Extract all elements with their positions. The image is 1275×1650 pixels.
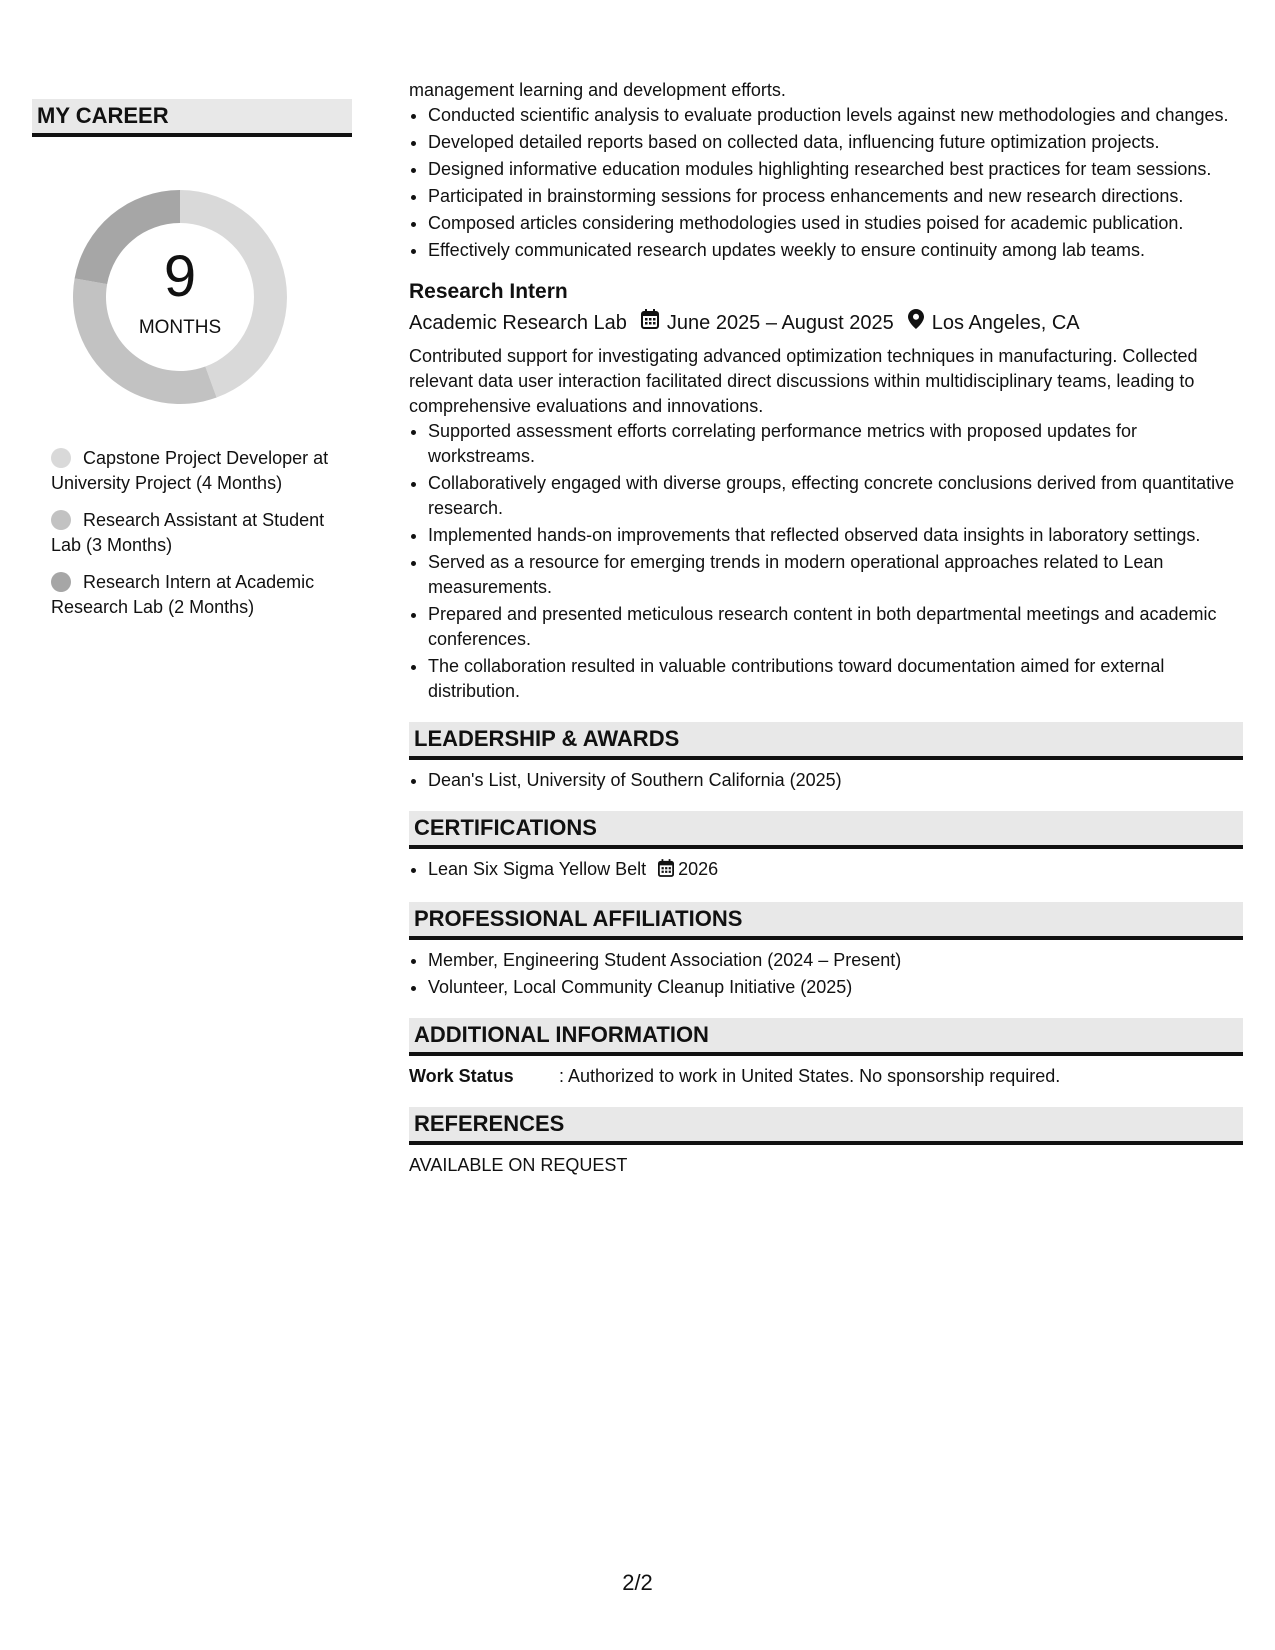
bullet-item: • Collaboratively engaged with diverse groups, effecting concrete conclusions derived from quantitative research. [428, 471, 1243, 521]
work-status-label: Work Status [409, 1066, 514, 1086]
additional-info-section [409, 1018, 1243, 1089]
career-donut-chart [65, 182, 295, 412]
legend-label: Capstone Project Developer at University Project (4 Months) [51, 448, 329, 493]
bullet-item: • Designed informative education modules highlighting researched best practices for team sessions. [428, 157, 1243, 182]
section-header: CERTIFICATIONS [409, 811, 1243, 849]
legend-item [51, 570, 341, 620]
career-header: MY CAREER [32, 99, 352, 137]
references-text: AVAILABLE ON REQUEST [409, 1155, 628, 1175]
career-sidebar [32, 99, 352, 632]
job-company: Academic Research Lab [409, 312, 627, 334]
references-section [409, 1107, 1243, 1178]
work-status-value: : Authorized to work in United States. No sponsorship required. [559, 1066, 1061, 1086]
job-bullets [409, 419, 1243, 704]
career-total-unit: MONTHS [138, 317, 222, 338]
previous-job-continuation: management learning and development efforts. [409, 80, 786, 100]
bullet-item: • Implemented hands-on improvements that reflected observed data insights in laboratory settings. [428, 523, 1243, 548]
section-header: REFERENCES [409, 1107, 1243, 1145]
calendar-icon [641, 308, 659, 338]
certification-name: Lean Six Sigma Yellow Belt [428, 859, 647, 879]
legend-dot-icon [51, 572, 71, 592]
bullet-item: • Effectively communicated research updates weekly to ensure continuity among lab teams. [428, 238, 1243, 263]
section-header: ADDITIONAL INFORMATION [409, 1018, 1243, 1056]
job-title: Research Intern [409, 280, 568, 303]
bullet-item: • Participated in brainstorming sessions for process enhancements and new research directions. [428, 184, 1243, 209]
location-pin-icon [908, 308, 924, 338]
affiliations-section [409, 902, 1243, 1000]
legend-label: Research Intern at Academic Research Lab (2 Months) [51, 572, 315, 617]
certification-item [428, 857, 1243, 884]
job-dates: June 2025 – August 2025 [666, 312, 894, 334]
job-meta [409, 308, 1243, 338]
bullet-item: • The collaboration resulted in valuable contributions toward documentation aimed for external distribution. [428, 654, 1243, 704]
bullet-item: • Volunteer, Local Community Cleanup Initiative (2025) [428, 975, 1243, 1000]
legend-label: Research Assistant at Student Lab (3 Months) [51, 510, 325, 555]
previous-job-bullets [409, 103, 1243, 263]
legend-item [51, 446, 341, 496]
legend-dot-icon [51, 510, 71, 530]
bullet-item: • Developed detailed reports based on collected data, influencing future optimization projects. [428, 130, 1243, 155]
work-status-row [409, 1064, 1243, 1089]
certifications-section [409, 811, 1243, 884]
section-header: PROFESSIONAL AFFILIATIONS [409, 902, 1243, 940]
bullet-item: • Composed articles considering methodologies used in studies poised for academic publication. [428, 211, 1243, 236]
job-description: Contributed support for investigating advanced optimization techniques in manufacturing. Collected relevant data user interaction facilitated direct discussions within multidisciplinary teams, leading to comprehensive evaluations and innovations. [409, 346, 1198, 416]
bullet-item: • Prepared and presented meticulous research content in both departmental meetings and academic conferences. [428, 602, 1243, 652]
page-number: 2/2 [622, 1570, 653, 1595]
main-content [409, 78, 1243, 1178]
bullet-item: • Supported assessment efforts correlating performance metrics with proposed updates for workstreams. [428, 419, 1243, 469]
bullet-item: • Member, Engineering Student Association (2024 – Present) [428, 948, 1243, 973]
section-header: LEADERSHIP & AWARDS [409, 722, 1243, 760]
job-location: Los Angeles, CA [931, 312, 1080, 334]
calendar-icon [658, 859, 674, 884]
bullet-item: • Served as a resource for emerging trends in modern operational approaches related to Lean measurements. [428, 550, 1243, 600]
bullet-item: • Conducted scientific analysis to evaluate production levels against new methodologies and changes. [428, 103, 1243, 128]
bullet-item: • Dean's List, University of Southern California (2025) [428, 768, 1243, 793]
legend-item [51, 508, 341, 558]
leadership-section [409, 722, 1243, 793]
career-total-months: 9 [163, 244, 197, 309]
legend-dot-icon [51, 448, 71, 468]
career-legend [32, 446, 341, 620]
certification-year: 2026 [678, 859, 719, 879]
